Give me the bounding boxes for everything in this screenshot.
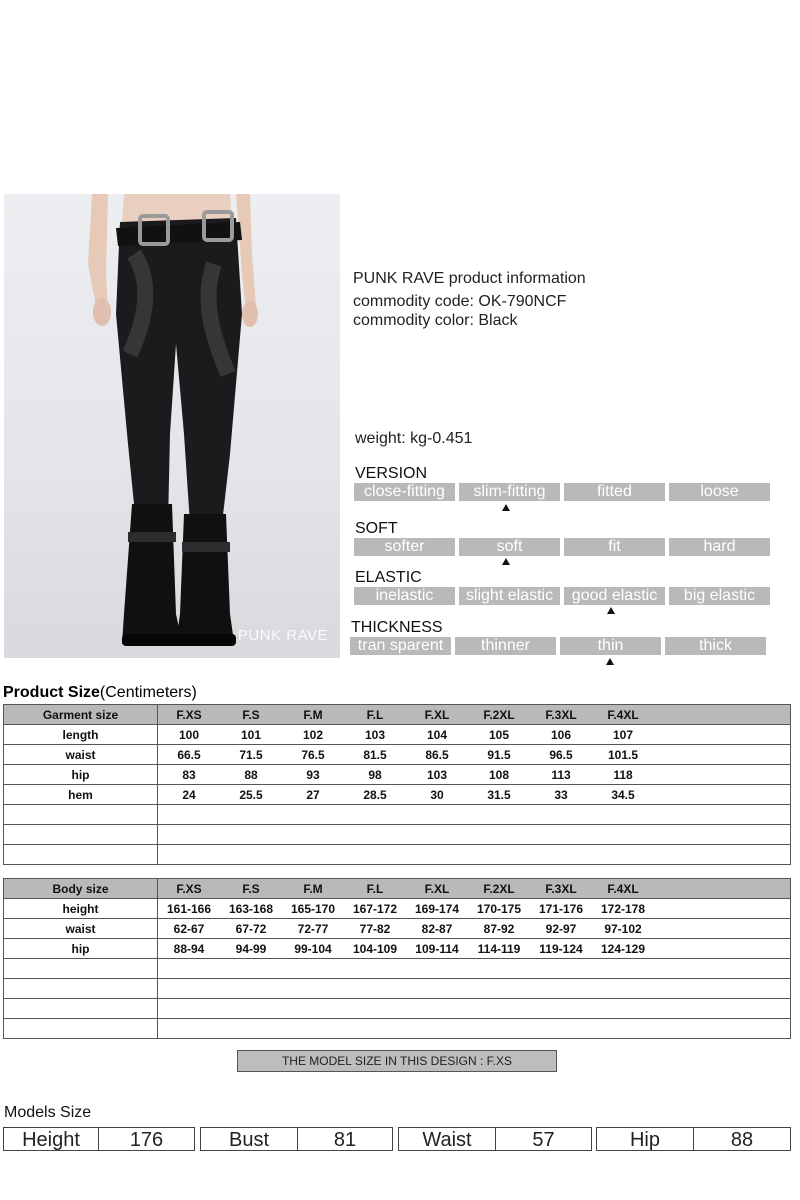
model-bust-value: 81: [297, 1127, 393, 1151]
table-cell: 91.5: [487, 747, 511, 762]
commodity-color-value: Black: [478, 312, 518, 329]
size-header: F.S: [242, 881, 260, 896]
table-cell: 31.5: [487, 787, 511, 802]
size-header: F.XL: [424, 707, 450, 722]
attr-soft-marker-icon: [502, 558, 510, 565]
table-cell: 104: [426, 727, 448, 742]
attr-elastic-option: slight elastic: [459, 587, 560, 605]
attr-elastic-option: good elastic: [564, 587, 665, 605]
row-label: height: [4, 899, 158, 919]
table-row: [4, 725, 791, 745]
size-header: F.L: [366, 707, 384, 722]
table-cell: 82-87: [421, 921, 453, 936]
table-cell: 24: [182, 787, 196, 802]
table-cell: 71.5: [239, 747, 263, 762]
table-cell: 105: [488, 727, 510, 742]
model-figure-illustration: [4, 194, 340, 658]
attr-soft-option: soft: [459, 538, 560, 556]
attr-thickness-marker-icon: [606, 658, 614, 665]
attr-elastic-title: ELASTIC: [355, 569, 422, 586]
table-row: [4, 765, 791, 785]
product-size-title: [3, 684, 197, 702]
table-cell: 83: [182, 767, 196, 782]
attr-soft-option: softer: [354, 538, 455, 556]
table-row: [4, 785, 791, 805]
model-height-label: Height: [3, 1127, 99, 1151]
table-cell: 170-175: [476, 901, 522, 916]
attr-version-option: slim-fitting: [459, 483, 560, 501]
table-cell: 108: [488, 767, 510, 782]
table-cell: 96.5: [549, 747, 573, 762]
attr-elastic-option: inelastic: [354, 587, 455, 605]
size-header: F.4XL: [607, 707, 639, 722]
table-cell: 172-178: [600, 901, 646, 916]
table-cell: 103: [426, 767, 448, 782]
size-header: F.S: [242, 707, 260, 722]
table-cell: 92-97: [545, 921, 577, 936]
brand-watermark: PUNK RAVE: [237, 627, 328, 644]
commodity-code-value: OK-790NCF: [478, 293, 567, 310]
empty-row: [4, 959, 791, 979]
table-cell: 99-104: [294, 941, 332, 956]
empty-row: [4, 825, 791, 845]
size-header: F.XL: [424, 881, 450, 896]
table-cell: 86.5: [425, 747, 449, 762]
body-size-header-label: Body size: [4, 879, 158, 899]
table-cell: 109-114: [415, 941, 459, 956]
table-cell: 81.5: [363, 747, 387, 762]
row-label: hem: [4, 785, 158, 805]
row-values: [158, 765, 791, 785]
table-cell: 104-109: [352, 941, 398, 956]
table-cell: 100: [178, 727, 200, 742]
table-cell: 114-119: [477, 941, 521, 956]
table-cell: 107: [612, 727, 634, 742]
commodity-color-label: commodity color:: [353, 312, 474, 329]
table-cell: 101.5: [607, 747, 639, 762]
row-label: length: [4, 725, 158, 745]
attr-version-option: fitted: [564, 483, 665, 501]
table-cell: 113: [551, 767, 571, 782]
table-row: [4, 899, 791, 919]
product-size-title-text: Product Size: [3, 684, 100, 701]
table-cell: 165-170: [290, 901, 336, 916]
table-cell: 33: [554, 787, 568, 802]
model-waist-label: Waist: [398, 1127, 496, 1151]
empty-row: [4, 999, 791, 1019]
attr-elastic-option: big elastic: [669, 587, 770, 605]
info-heading: PUNK RAVE product information: [353, 270, 586, 287]
table-cell: 67-72: [235, 921, 267, 936]
model-bust-label: Bust: [200, 1127, 298, 1151]
size-header: F.XS: [176, 707, 202, 722]
attr-thickness-option: tran sparent: [350, 637, 451, 655]
attr-elastic-scale: [354, 587, 770, 605]
table-cell: 124-129: [600, 941, 646, 956]
size-header-cells: [158, 879, 791, 899]
table-row: [4, 939, 791, 959]
model-height-value: 176: [98, 1127, 195, 1151]
row-values: [158, 919, 791, 939]
row-label: hip: [4, 765, 158, 785]
table-cell: 88-94: [173, 941, 205, 956]
table-cell: 88: [244, 767, 258, 782]
empty-row: [4, 805, 791, 825]
attr-version-title: VERSION: [355, 465, 428, 482]
row-values: [158, 899, 791, 919]
table-cell: 66.5: [177, 747, 201, 762]
table-cell: 62-67: [173, 921, 205, 936]
row-values: [158, 745, 791, 765]
table-cell: 27: [306, 787, 320, 802]
table-cell: 106: [550, 727, 572, 742]
attr-version-scale: [354, 483, 770, 501]
size-header: F.L: [366, 881, 384, 896]
size-header: F.M: [303, 881, 323, 896]
attr-elastic-marker-icon: [607, 607, 615, 614]
garment-size-table: [3, 704, 791, 865]
table-cell: 103: [364, 727, 386, 742]
empty-row: [4, 979, 791, 999]
model-hip-label: Hip: [596, 1127, 694, 1151]
models-size-title: Models Size: [4, 1104, 92, 1121]
size-header: F.2XL: [483, 707, 515, 722]
model-hip-value: 88: [693, 1127, 791, 1151]
attr-version-marker-icon: [502, 504, 510, 511]
table-row: [4, 745, 791, 765]
table-cell: 163-168: [228, 901, 274, 916]
size-header: F.3XL: [545, 881, 577, 896]
table-cell: 97-102: [604, 921, 642, 936]
empty-row: [4, 1019, 791, 1039]
size-header: F.3XL: [545, 707, 577, 722]
table-cell: 72-77: [297, 921, 329, 936]
table-cell: 93: [306, 767, 320, 782]
attr-version-option: loose: [669, 483, 770, 501]
product-photo: [4, 194, 340, 658]
attr-soft-option: hard: [669, 538, 770, 556]
model-size-note: THE MODEL SIZE IN THIS DESIGN : F.XS: [237, 1050, 557, 1072]
attr-soft-option: fit: [564, 538, 665, 556]
row-values: [158, 785, 791, 805]
table-header-row: [4, 879, 791, 899]
size-header: F.M: [303, 707, 323, 722]
attr-thickness-option: thinner: [455, 637, 556, 655]
table-cell: 101: [240, 727, 262, 742]
body-size-table: [3, 878, 791, 1039]
size-header: F.2XL: [483, 881, 515, 896]
table-cell: 30: [430, 787, 444, 802]
table-cell: 119-124: [539, 941, 583, 956]
table-cell: 34.5: [611, 787, 635, 802]
attr-thickness-option: thin: [560, 637, 661, 655]
row-values: [158, 725, 791, 745]
attr-thickness-title: THICKNESS: [351, 619, 443, 636]
table-cell: 169-174: [414, 901, 460, 916]
weight: weight: kg-0.451: [355, 430, 473, 447]
attr-soft-title: SOFT: [355, 520, 398, 537]
empty-row: [4, 845, 791, 865]
size-header: F.XS: [176, 881, 202, 896]
product-size-unit: (Centimeters): [99, 684, 197, 701]
row-values: [158, 939, 791, 959]
size-header: F.4XL: [607, 881, 639, 896]
row-label: waist: [4, 919, 158, 939]
table-cell: 77-82: [359, 921, 391, 936]
size-header-cells: [158, 705, 791, 725]
attr-thickness-option: thick: [665, 637, 766, 655]
table-cell: 161-166: [166, 901, 212, 916]
table-cell: 94-99: [235, 941, 267, 956]
commodity-code: [353, 293, 566, 311]
attr-version-option: close-fitting: [354, 483, 455, 501]
table-cell: 167-172: [352, 901, 398, 916]
table-cell: 118: [613, 767, 633, 782]
table-row: [4, 919, 791, 939]
attr-soft-scale: [354, 538, 770, 556]
garment-size-header-label: Garment size: [4, 705, 158, 725]
table-cell: 98: [368, 767, 382, 782]
commodity-color: [353, 312, 518, 330]
table-header-row: [4, 705, 791, 725]
table-cell: 76.5: [301, 747, 325, 762]
table-cell: 102: [302, 727, 324, 742]
table-cell: 171-176: [538, 901, 584, 916]
row-label: hip: [4, 939, 158, 959]
attr-thickness-scale: [350, 637, 766, 655]
table-cell: 28.5: [363, 787, 387, 802]
table-cell: 87-92: [483, 921, 515, 936]
commodity-code-label: commodity code:: [353, 293, 474, 310]
model-waist-value: 57: [495, 1127, 592, 1151]
row-label: waist: [4, 745, 158, 765]
table-cell: 25.5: [239, 787, 263, 802]
